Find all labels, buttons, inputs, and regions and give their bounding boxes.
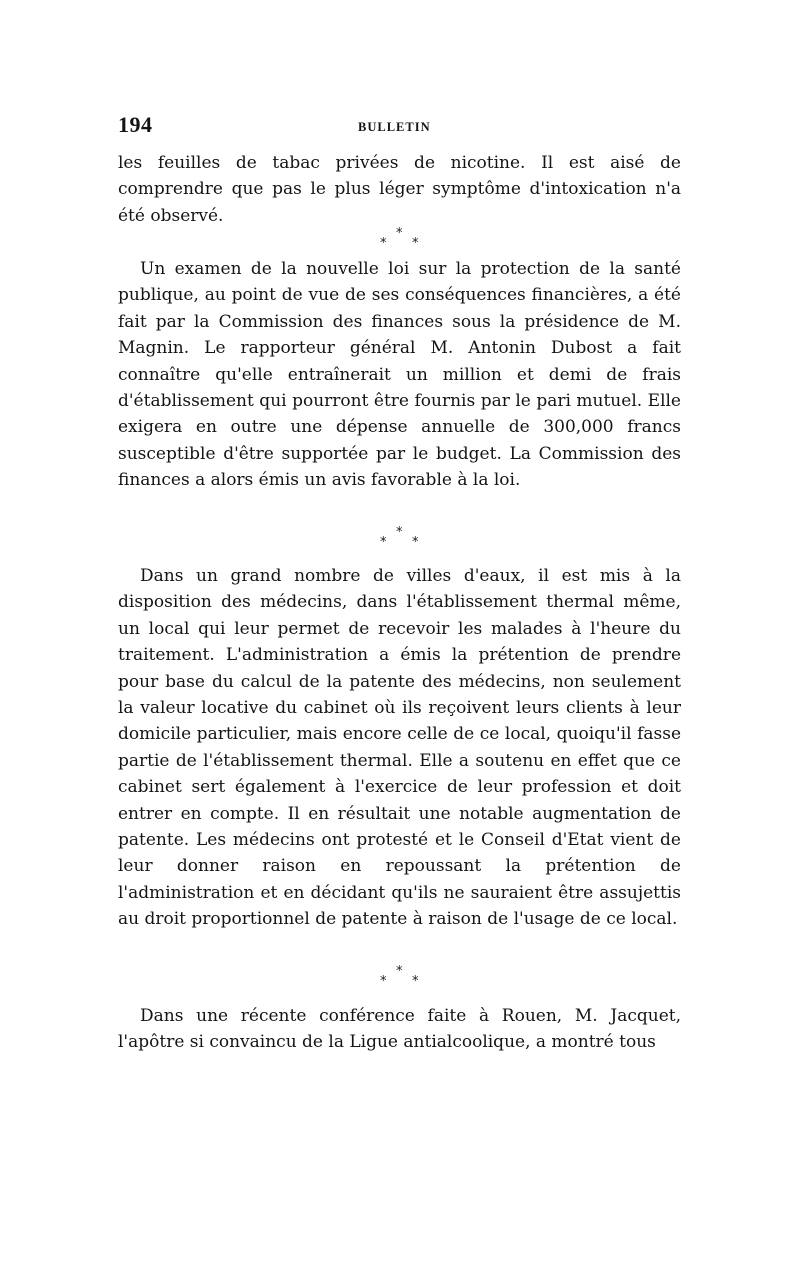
section-separator [370, 226, 430, 254]
asterisk: * [412, 236, 419, 251]
section-separator [370, 964, 430, 992]
paragraph-4 [118, 1003, 681, 1056]
paragraph-text: les feuilles de tabac privées de nicotine. Il est aisé de comprendre que pas le plus léger symptôme d'intoxication n'a été observé. [118, 153, 681, 226]
paragraph-1 [118, 150, 681, 229]
paragraph-text: Dans un grand nombre de villes d'eaux, il est mis à la disposition des médecins, dans l'établissement thermal même, un local qui leur permet de recevoir les malades à l'heure du traitement. L'administration a émis la prétention de prendre pour base du calcul de la patente des médecins, non seulement la valeur locative du cabinet où ils reçoivent leurs clients à leur domicile particulier, mais encore celle de ce local, quoiqu'il fasse partie de l'établissement thermal. Elle a soutenu en effet que ce cabinet sert également à l'exercice de leur profession et doit entrer en compte. Il en résultait une notable augmentation de patente. Les médecins ont protesté et le Conseil d'Etat vient de leur donner raison en repoussant la prétention de l'administration et en décidant qu'ils ne sauraient être assujettis au droit proportionnel de patente à raison de l'usage de ce local. [118, 566, 681, 930]
paragraph-text: Un examen de la nouvelle loi sur la protection de la santé publique, au point de vue de ses conséquences financières, a été fait par la Commission des finances sous la présidence de M. Magnin. Le rapporteur général M. Antonin Dubost a fait connaître qu'elle entraînerait un million et demi de frais d'établissement qui pourront être fournis par le pari mutuel. Elle exigera en outre une dépense annuelle de 300,000 francs susceptible d'être supportée par le budget. La Commission des finances a alors émis un avis favorable à la loi. [118, 259, 681, 491]
asterisk: * [380, 535, 387, 550]
asterisk: * [380, 974, 387, 989]
asterisk: * [396, 525, 403, 540]
paragraph-2 [118, 256, 681, 494]
asterisk: * [412, 535, 419, 550]
paragraph-3 [118, 563, 681, 933]
running-title: BULLETIN [358, 120, 431, 134]
asterisk: * [412, 974, 419, 989]
page-number: 194 [118, 112, 153, 137]
page-header [118, 112, 681, 142]
asterisk: * [380, 236, 387, 251]
section-separator [370, 525, 430, 553]
asterisk: * [396, 226, 403, 241]
asterisk: * [396, 964, 403, 979]
paragraph-text: Dans une récente conférence faite à Rouen, M. Jacquet, l'apôtre si convaincu de la Ligue antialcoolique, a montré tous [118, 1006, 681, 1053]
